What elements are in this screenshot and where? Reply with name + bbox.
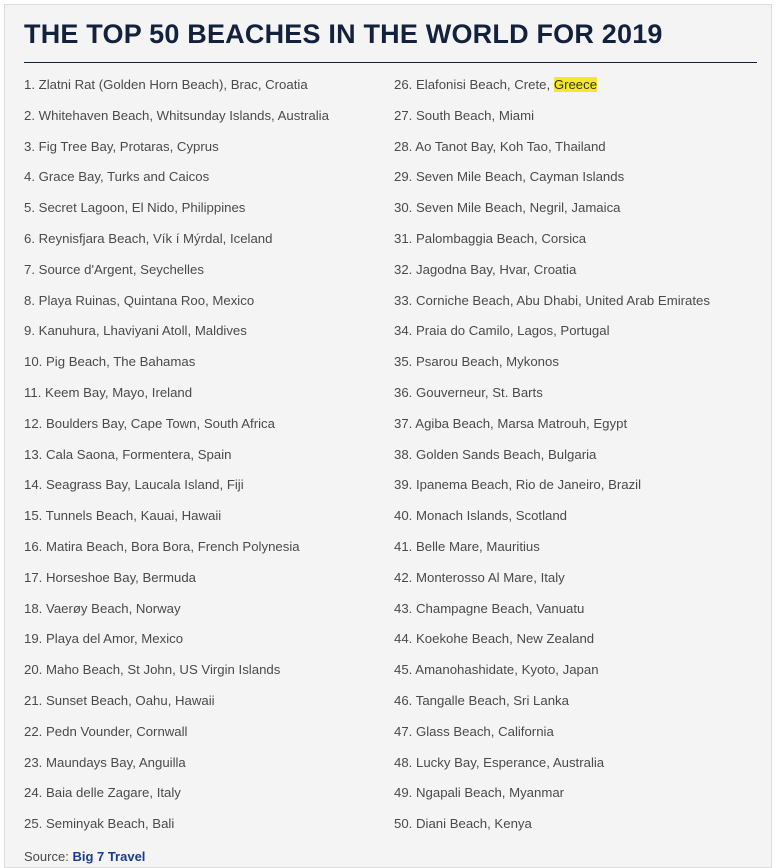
list-item: 8. Playa Ruinas, Quintana Roo, Mexico [24, 292, 255, 308]
list-item: 46. Tangalle Beach, Sri Lanka [394, 692, 569, 708]
list-item: 31. Palombaggia Beach, Corsica [394, 230, 587, 246]
list-item: 33. Corniche Beach, Abu Dhabi, United Arab Emirates [394, 292, 710, 308]
list-item: 18. Vaerøy Beach, Norway [24, 600, 181, 616]
list-item: 34. Praia do Camilo, Lagos, Portugal [394, 323, 610, 339]
list-item: 3. Fig Tree Bay, Protaras, Cyprus [24, 138, 219, 154]
list-item: 17. Horseshoe Bay, Bermuda [24, 569, 197, 585]
list-item: 42. Monterosso Al Mare, Italy [394, 569, 565, 585]
list-item: 14. Seagrass Bay, Laucala Island, Fiji [24, 477, 244, 493]
list-item: 39. Ipanema Beach, Rio de Janeiro, Brazil [394, 477, 642, 493]
list-item: 9. Kanuhura, Lhaviyani Atoll, Maldives [24, 323, 247, 339]
list-item: 38. Golden Sands Beach, Bulgaria [394, 446, 597, 462]
list-item: 25. Seminyak Beach, Bali [24, 816, 175, 832]
list-item: 13. Cala Saona, Formentera, Spain [24, 446, 232, 462]
list-item: 45. Amanohashidate, Kyoto, Japan [394, 662, 599, 678]
beach-list-left [24, 73, 384, 843]
list-item: 16. Matira Beach, Bora Bora, French Polynesia [24, 538, 300, 554]
list-item: 36. Gouverneur, St. Barts [394, 384, 543, 400]
content-card [4, 4, 772, 868]
list-item: 4. Grace Bay, Turks and Caicos [24, 169, 210, 185]
list-item: 32. Jagodna Bay, Hvar, Croatia [394, 261, 577, 277]
list-item: 5. Secret Lagoon, El Nido, Philippines [24, 200, 246, 216]
list-item: 11. Keem Bay, Mayo, Ireland [24, 384, 193, 400]
list-item: 27. South Beach, Miami [394, 107, 535, 123]
list-item: 43. Champagne Beach, Vanuatu [394, 600, 585, 616]
list-item: 41. Belle Mare, Mauritius [394, 538, 540, 554]
list-item: 15. Tunnels Beach, Kauai, Hawaii [24, 508, 222, 524]
list-item: 7. Source d'Argent, Seychelles [24, 261, 204, 277]
page-title: THE TOP 50 BEACHES IN THE WORLD FOR 2019 [24, 19, 663, 49]
list-item: 19. Playa del Amor, Mexico [24, 631, 184, 647]
list-item: 2. Whitehaven Beach, Whitsunday Islands, Australia [24, 107, 329, 123]
list-item: 50. Diani Beach, Kenya [394, 816, 532, 832]
list-item: 20. Maho Beach, St John, US Virgin Islands [24, 662, 281, 678]
list-item: 22. Pedn Vounder, Cornwall [24, 723, 188, 739]
source-credit [24, 849, 145, 864]
list-item: 44. Koekohe Beach, New Zealand [394, 631, 595, 647]
list-item: 10. Pig Beach, The Bahamas [24, 354, 196, 370]
list-item: 24. Baia delle Zagare, Italy [24, 785, 181, 801]
list-item: 35. Psarou Beach, Mykonos [394, 354, 559, 370]
list-item: 6. Reynisfjara Beach, Vík í Mýrdal, Iceland [24, 230, 273, 246]
source-label: Source: [24, 849, 69, 864]
source-link[interactable]: Big 7 Travel [72, 849, 146, 864]
list-item: 30. Seven Mile Beach, Negril, Jamaica [394, 200, 621, 216]
list-item: 48. Lucky Bay, Esperance, Australia [394, 754, 605, 770]
list-item: 12. Boulders Bay, Cape Town, South Africa [24, 415, 275, 431]
beach-list-right [394, 73, 764, 843]
list-item-26-text: 26. Elafonisi Beach, Crete, [394, 77, 554, 92]
list-item-26 [394, 73, 764, 104]
list-item: 23. Maundays Bay, Anguilla [24, 754, 186, 770]
list-item: 40. Monach Islands, Scotland [394, 508, 568, 524]
list-item: 1. Zlatni Rat (Golden Horn Beach), Brac, Croatia [24, 77, 308, 92]
highlighted-text: Greece [553, 77, 598, 92]
list-item: 47. Glass Beach, California [394, 723, 554, 739]
list-item: 37. Agiba Beach, Marsa Matrouh, Egypt [394, 415, 628, 431]
list-item: 21. Sunset Beach, Oahu, Hawaii [24, 692, 215, 708]
list-item: 29. Seven Mile Beach, Cayman Islands [394, 169, 625, 185]
list-item: 49. Ngapali Beach, Myanmar [394, 785, 565, 801]
list-item: 28. Ao Tanot Bay, Koh Tao, Thailand [394, 138, 606, 154]
title-divider [24, 62, 757, 63]
